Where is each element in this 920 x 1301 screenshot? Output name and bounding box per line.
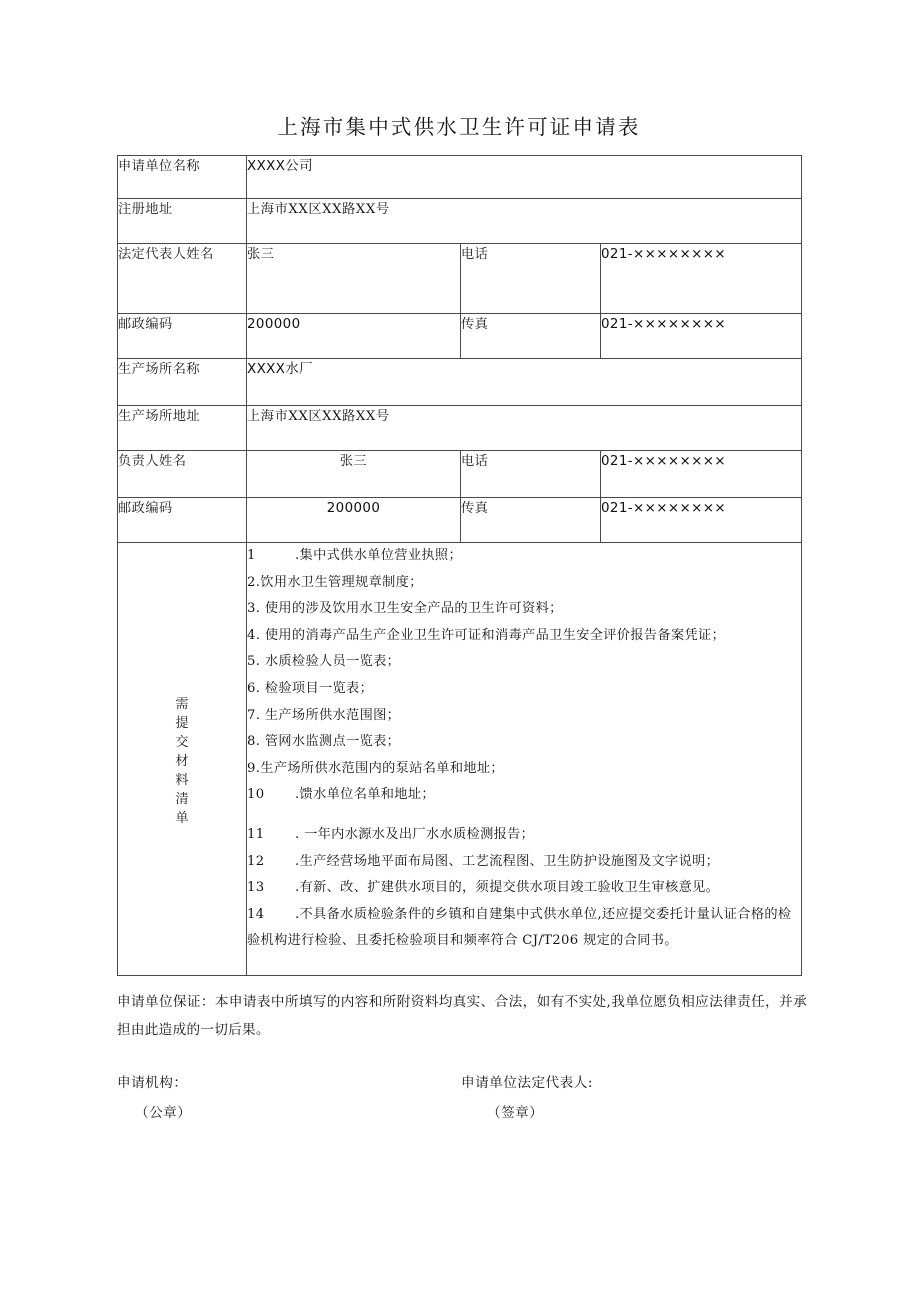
field-value-facility-name[interactable]: XXXX水厂 [247, 359, 802, 406]
table-row [118, 451, 802, 498]
material-item-number: 5 [247, 654, 256, 670]
materials-label-char: 提 [175, 716, 189, 731]
legal-rep-signature-block [461, 1068, 593, 1128]
material-item-number: 9 [247, 760, 256, 776]
materials-label-char: 料 [175, 773, 189, 788]
field-label-postal-code-1: 邮政编码 [118, 314, 247, 359]
material-item [247, 543, 801, 570]
material-item [247, 676, 801, 703]
field-label-facility-address: 生产场所地址 [118, 406, 247, 451]
field-value-legal-rep-phone[interactable]: 021-×××××××× [601, 244, 802, 314]
material-item-text: .馈水单位名单和地址； [295, 787, 435, 803]
field-value-postal-code-2[interactable]: 200000 [247, 498, 461, 543]
field-label-postal-code-2: 邮政编码 [118, 498, 247, 543]
field-label-legal-rep-phone: 电话 [461, 244, 601, 314]
field-value-registered-address[interactable]: 上海市XX区XX路XX号 [247, 199, 802, 244]
materials-label-char: 需 [175, 697, 189, 712]
field-label-fax-1: 传真 [461, 314, 601, 359]
material-item-number: 3 [247, 601, 256, 617]
table-row [118, 314, 802, 359]
table-row [118, 498, 802, 543]
signature-area [117, 1068, 807, 1138]
field-value-manager-phone[interactable]: 021-×××××××× [601, 451, 802, 498]
material-item [247, 729, 801, 756]
material-item-number: 7 [247, 707, 256, 723]
materials-label-char: 交 [175, 735, 189, 750]
material-item-text: .生产经营场地平面布局图、工艺流程图、卫生防护设施图及文字说明； [295, 853, 720, 869]
material-item-text: . 使用的消毒产品生产企业卫生许可证和消毒产品卫生安全评价报告备案凭证； [255, 627, 726, 643]
materials-label-char: 单 [175, 811, 189, 826]
table-row-materials [118, 543, 802, 976]
materials-label-char: 材 [175, 754, 189, 769]
applicant-org-label: 申请机构： [117, 1075, 188, 1091]
material-item [247, 649, 801, 676]
material-item-text: .不具备水质检验条件的乡镇和自建集中式供水单位,还应提交委托计量认证合格的检验机构进行检验、且委托检验项目和频率符合 CJ/T206 规定的合同书。 [247, 906, 792, 949]
field-label-manager-phone: 电话 [461, 451, 601, 498]
field-label-applicant-name: 申请单位名称 [118, 156, 247, 199]
material-item-number: 12 [247, 853, 265, 869]
application-form-table [117, 155, 802, 976]
material-item [247, 822, 801, 849]
material-item-text: . 一年内水源水及出厂水水质检测报告； [295, 826, 535, 842]
material-item [247, 756, 801, 783]
material-item-number: 11 [247, 826, 265, 842]
table-row [118, 244, 802, 314]
material-item-text: .生产场所供水范围内的泵站名单和地址； [255, 760, 504, 776]
materials-section-label [118, 695, 246, 828]
field-label-legal-rep-name: 法定代表人姓名 [118, 244, 247, 314]
materials-label-char: 清 [175, 792, 189, 807]
field-label-facility-name: 生产场所名称 [118, 359, 247, 406]
table-row [118, 359, 802, 406]
material-item-text: . 检验项目一览表； [255, 680, 374, 696]
material-item-number: 4 [247, 627, 256, 643]
field-value-fax-2[interactable]: 021-×××××××× [601, 498, 802, 543]
material-item-text: . 生产场所供水范围图； [255, 707, 401, 723]
material-item-number: 2 [247, 574, 256, 590]
material-item-number: 8 [247, 734, 256, 750]
material-item [247, 875, 801, 902]
field-value-postal-code-1[interactable]: 200000 [247, 314, 461, 359]
field-label-manager-name: 负责人姓名 [118, 451, 247, 498]
material-item [247, 782, 801, 809]
field-value-legal-rep-name[interactable]: 张三 [247, 244, 461, 314]
material-item-number: 13 [247, 880, 265, 896]
material-item-text: .饮用水卫生管理规章制度； [255, 574, 423, 590]
material-list-spacer [247, 809, 801, 822]
material-item-text: .集中式供水单位营业执照； [295, 548, 462, 563]
materials-checklist [247, 543, 802, 976]
material-item [247, 849, 801, 876]
material-item-number: 6 [247, 680, 256, 696]
field-label-registered-address: 注册地址 [118, 199, 247, 244]
table-row [118, 156, 802, 199]
material-item [247, 623, 801, 650]
material-item [247, 570, 801, 597]
material-item-text: . 管网水监测点一览表； [255, 734, 401, 750]
material-item-number: 1 [247, 548, 256, 563]
field-value-applicant-name[interactable]: XXXX公司 [247, 156, 802, 199]
table-row [118, 199, 802, 244]
material-item-number: 10 [247, 787, 265, 803]
material-item-text: .有新、改、扩建供水项目的，须提交供水项目竣工验收卫生审核意见。 [295, 880, 720, 896]
guarantee-statement: 申请单位保证：本申请表中所填写的内容和所附资料均真实、合法，如有不实处,我单位愿负相应法律责任，并承担由此造成的一切后果。 [117, 994, 807, 1038]
legal-rep-seal-hint: （签章） [487, 1105, 544, 1121]
material-item [247, 596, 801, 623]
material-item-text: . 使用的涉及饮用水卫生安全产品的卫生许可资料； [255, 601, 563, 617]
applicant-org-seal-hint: （公章） [135, 1105, 192, 1121]
materials-vertical-label-cell [118, 543, 247, 976]
legal-rep-label: 申请单位法定代表人: [461, 1075, 593, 1091]
material-item [247, 703, 801, 730]
material-item-text: . 水质检验人员一览表； [255, 654, 401, 670]
field-value-facility-address[interactable]: 上海市XX区XX路XX号 [247, 406, 802, 451]
field-value-manager-name[interactable]: 张三 [247, 451, 461, 498]
page-title: 上海市集中式供水卫生许可证申请表 [277, 115, 641, 139]
material-item [247, 902, 801, 955]
applicant-org-signature-block [117, 1068, 191, 1128]
table-row [118, 406, 802, 451]
field-label-fax-2: 传真 [461, 498, 601, 543]
material-item-number: 14 [247, 906, 265, 922]
form-table-body [118, 156, 802, 976]
field-value-fax-1[interactable]: 021-×××××××× [601, 314, 802, 359]
